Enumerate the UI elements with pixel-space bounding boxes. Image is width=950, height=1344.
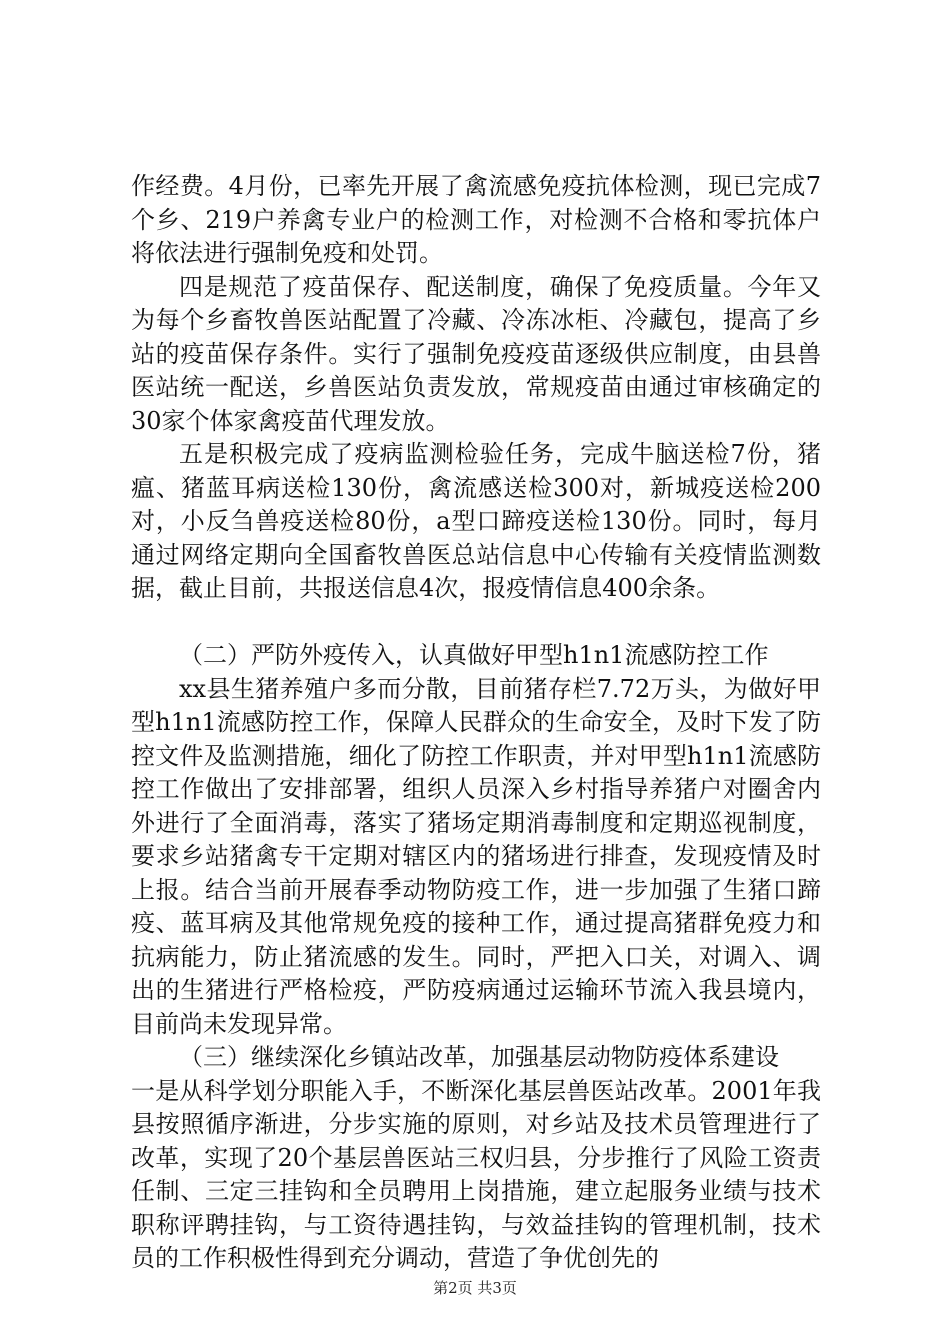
paragraph-reform: 一是从科学划分职能入手，不断深化基层兽医站改革。2001年我县按照循序渐进，分步实施的原则，对乡站及技术员管理进行了改革，实现了20个基层兽医站三权归县，分步推行了风险工资责任制、三定三挂钩和全员聘用上岗措施，建立起服务业绩与技术职称评聘挂钩，与工资待遇挂钩，与效益挂钩的管理机制，技术员的工作积极性得到充分调动，营造了争优创先的 <box>131 1076 821 1272</box>
paragraph-monitoring: 五是积极完成了疫病监测检验任务，完成牛脑送检7份，猪瘟、猪蓝耳病送检130份，禽流感送检300对，新城疫送检200对，小反刍兽疫送检80份，a型口蹄疫送检130份。同时，每月通过网络定期向全国畜牧兽医总站信息中心传输有关疫情监测数据，截止目前，共报送信息4次，报疫情信息400余条。 <box>131 440 821 602</box>
section-heading-h1n1: （二）严防外疫传入，认真做好甲型h1n1流感防控工作 <box>179 641 769 669</box>
page-number-footer: 第2页 共3页 <box>433 1279 517 1297</box>
paragraph-gap <box>131 606 821 640</box>
paragraph-h1n1: xx县生猪养殖户多而分散，目前猪存栏7.72万头，为做好甲型h1n1流感防控工作，保障人民群众的生命安全，及时下发了防控文件及监测措施，细化了防控工作职责，并对甲型h1n1流感防控工作做出了安排部署，组织人员深入乡村指导养猪户对圈舍内外进行了全面消毒，落实了猪场定期消毒制度和定期巡视制度，要求乡站猪禽专干定期对辖区内的猪场进行排查，发现疫情及时上报。结合当前开展春季动物防疫工作，进一步加强了生猪口蹄疫、蓝耳病及其他常规免疫的接种工作，通过提高猪群免疫力和抗病能力，防止猪流感的发生。同时，严把入口关，对调入、调出的生猪进行严格检疫，严防疫病通过运输环节流入我县境内，目前尚未发现异常。 <box>131 674 821 1038</box>
section-heading-reform: （三）继续深化乡镇站改革，加强基层动物防疫体系建设 <box>179 1043 779 1071</box>
paragraph-continuation: 作经费。4月份，已率先开展了禽流感免疫抗体检测，现已完成7个乡、219户养禽专业户的检测工作，对检测不合格和零抗体户将依法进行强制免疫和处罚。 <box>131 172 821 267</box>
document-body <box>131 170 821 1276</box>
paragraph-vaccine-storage: 四是规范了疫苗保存、配送制度，确保了免疫质量。今年又为每个乡畜牧兽医站配置了冷藏、冷冻冰柜、冷藏包，提高了乡站的疫苗保存条件。实行了强制免疫疫苗逐级供应制度，由县兽医站统一配送，乡兽医站负责发放，常规疫苗由通过审核确定的30家个体家禽疫苗代理发放。 <box>131 272 821 435</box>
